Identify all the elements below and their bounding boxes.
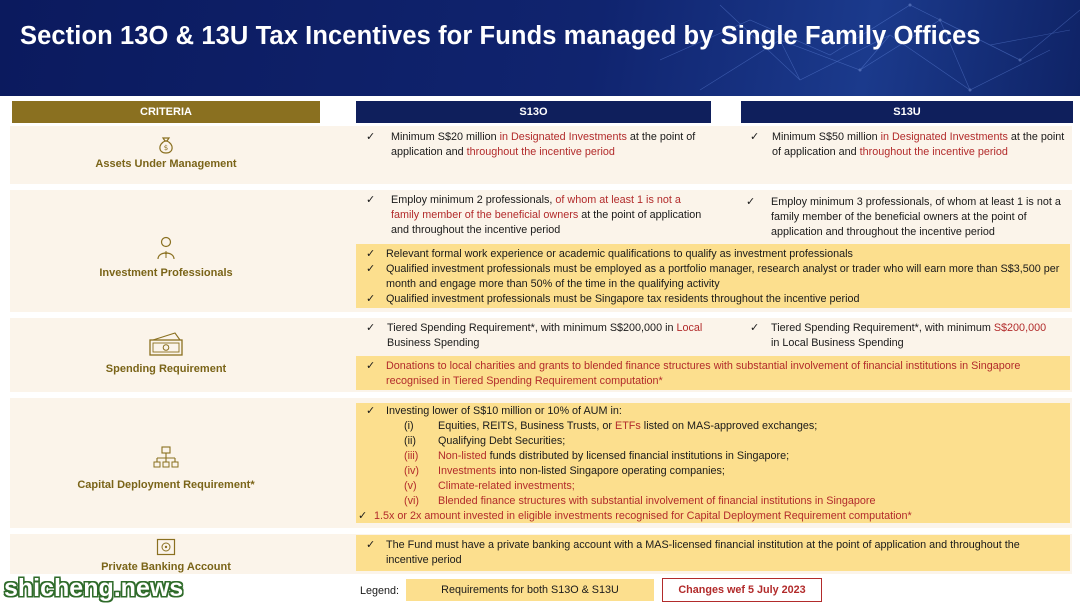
check-icon: ✓ [366,248,376,260]
criteria-capital [12,446,320,491]
spending-s13o-text: ✓ Tiered Spending Requirement*, with minimum S$200,000 in Local Business Spending [366,322,703,349]
list-item: ✓ Qualified investment professionals must be employed as a portfolio manager, research analyst or trader who will earn more than S$3,500 per month and engage more than 50% of the time in the qualifying activity [366,263,1060,290]
legend-label: Legend: [360,585,400,597]
cash-icon [147,331,185,357]
check-icon: ✓ [366,405,376,417]
check-icon: ✓ [746,196,756,208]
check-icon: ✓ [358,510,368,522]
list-item: ✓ Relevant formal work experience or academic qualifications to qualify as investment professionals [366,248,853,260]
capital-both-box [356,403,1070,523]
title-banner [0,0,1080,96]
list-item: ✓ Qualified investment professionals must be Singapore tax residents throughout the incentive period [366,293,860,305]
criteria-label: Investment Professionals [99,267,233,279]
professional-person-icon [156,236,176,260]
check-icon: ✓ [366,131,376,143]
professionals-s13u-text: ✓ Employ minimum 3 professionals, of whom at least 1 is not a family member of the beneficial owners at the point of application and throughout the incentive period [746,196,1061,238]
criteria-label: Assets Under Management [95,158,237,170]
check-icon: ✓ [366,293,376,305]
check-icon: ✓ [366,539,376,551]
criteria-label: Spending Requirement [105,363,227,375]
page-title: Section 13O & 13U Tax Incentives for Funds managed by Single Family Offices [20,22,981,50]
list-item: ✓ Investing lower of S$10 million or 10% of AUM in: [366,405,622,417]
banking-both-box [356,535,1070,571]
watermark: shicheng.news [4,574,184,602]
spending-both-box [356,356,1070,390]
professionals-both-box [356,244,1070,308]
check-icon: ✓ [366,322,376,334]
check-icon: ✓ [366,263,376,275]
hierarchy-icon [153,446,179,474]
check-icon: ✓ [366,194,376,206]
criteria-label: Capital Deployment Requirement* [77,479,255,491]
check-icon: ✓ [750,131,760,143]
criteria-spending [12,331,320,375]
s13o-column-header: S13O [356,101,711,123]
s13u-column-header: S13U [741,101,1073,123]
legend-both-requirements: Requirements for both S13O & S13U [406,579,654,601]
svg-text:$: $ [163,144,169,152]
safe-icon [156,538,176,556]
criteria-label: Private Banking Account [101,561,231,573]
criteria-column-header: CRITERIA [12,101,320,123]
legend-changes: Changes wef 5 July 2023 [662,578,822,602]
criteria-banking [12,538,320,573]
criteria-professionals [12,236,320,279]
money-bag-icon [155,136,177,154]
list-item: ✓ Donations to local charities and grants to blended finance structures with substantial involvement of financial institutions in Singapore recognised in Tiered Spending Requirement computation* [366,360,1021,387]
list-item: (vi) Blended finance structures with substantial involvement of financial institutions in Singapore [404,495,876,507]
check-icon: ✓ [366,360,376,372]
list-item: ✓ 1.5x or 2x amount invested in eligible investments recognised for Capital Deployment Requirement computation* [358,510,912,522]
list-item: (ii) Qualifying Debt Securities; [404,435,566,447]
check-icon: ✓ [750,322,760,334]
criteria-aum [12,136,320,170]
list-item: (iii) Non-listed funds distributed by licensed financial institutions in Singapore; [404,450,790,462]
list-item: (v) Climate-related investments; [404,480,575,492]
aum-s13u-text: ✓ Minimum S$50 million in Designated Investments at the point of application and throughout the incentive period [750,131,1065,158]
list-item: (i) Equities, REITS, Business Trusts, or ETFs listed on MAS-approved exchanges; [404,420,818,432]
list-item: (iv) Investments into non-listed Singapore operating companies; [404,465,725,477]
list-item: ✓ The Fund must have a private banking account with a MAS-licensed financial institution at the point of application and throughout the incentive period [366,539,1020,566]
spending-s13u-text: ✓ Tiered Spending Requirement*, with minimum S$200,000 in Local Business Spending [750,322,1047,349]
aum-s13o-text: ✓ Minimum S$20 million in Designated Investments at the point of application and throughout the incentive period [366,131,696,158]
professionals-s13o-text: ✓ Employ minimum 2 professionals, of whom at least 1 is not a family member of the beneficial owners at the point of application and throughout the incentive period [366,194,702,236]
